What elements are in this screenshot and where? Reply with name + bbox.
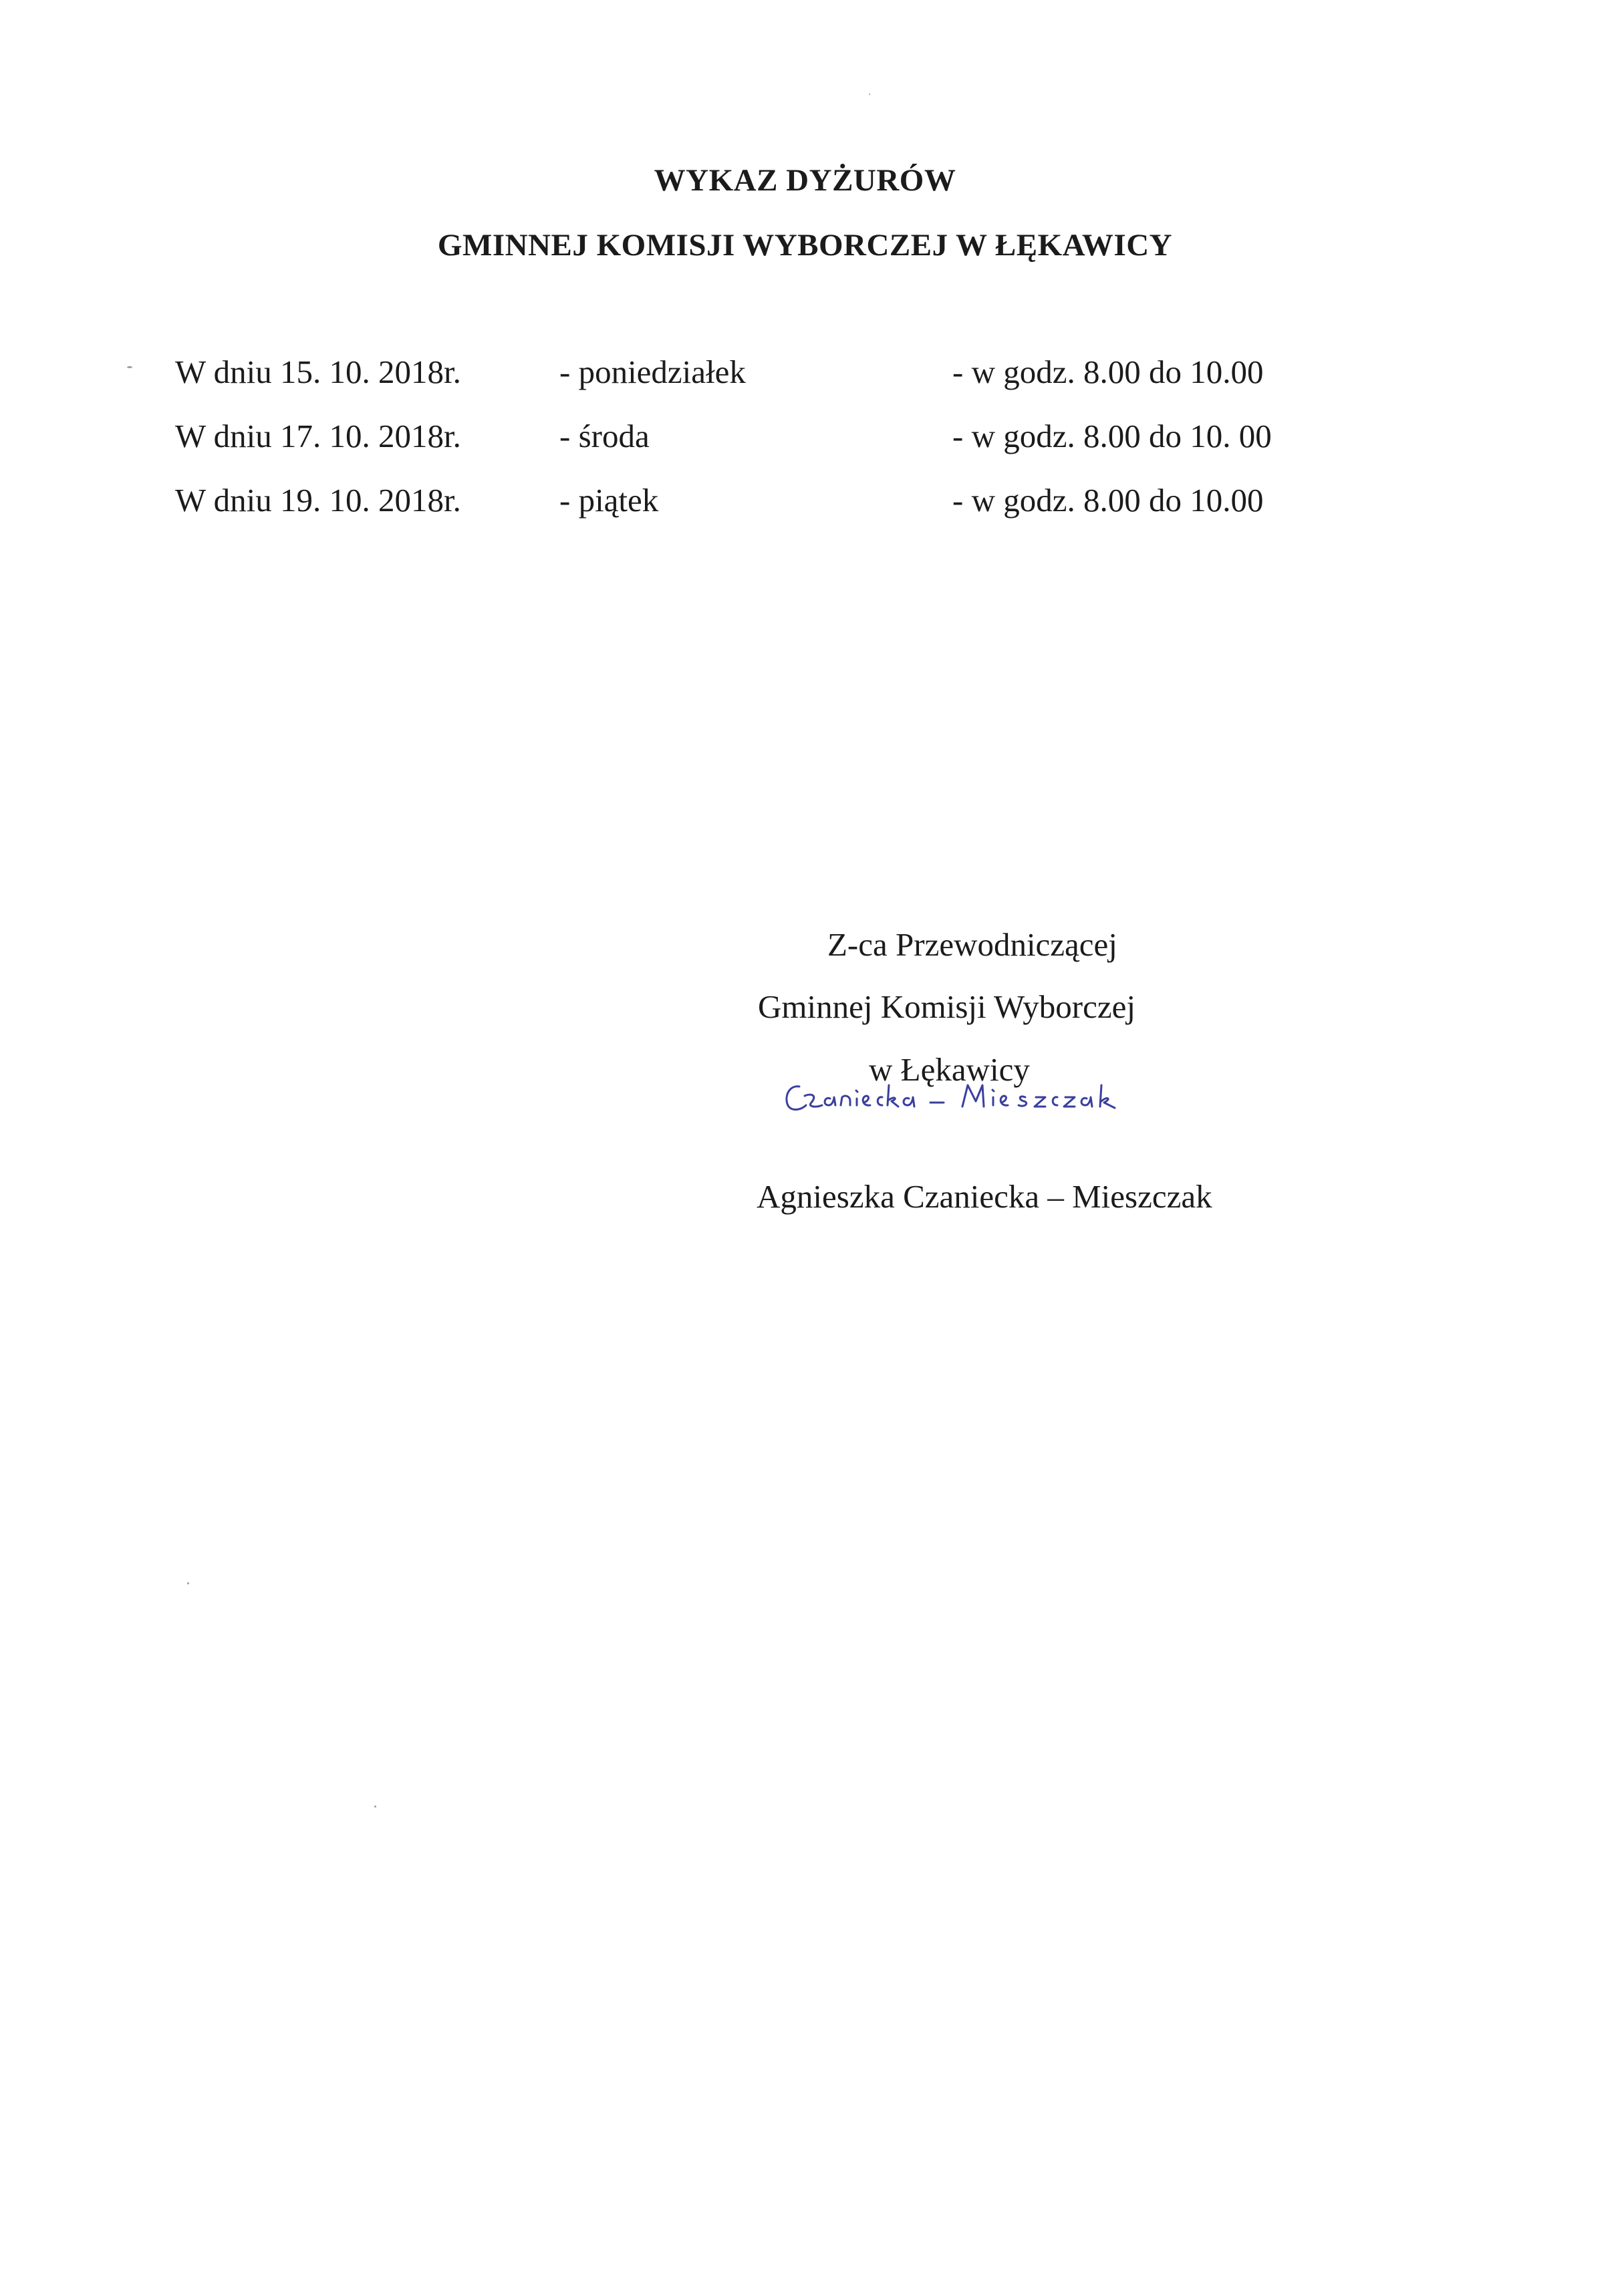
signatory-place: w Łękawicy <box>869 1051 1030 1088</box>
document-title: WYKAZ DYŻURÓW <box>654 163 956 198</box>
scan-speck <box>187 1582 189 1584</box>
scan-speck <box>374 1806 376 1808</box>
signatory-name: Agnieszka Czaniecka – Mieszczak <box>757 1178 1212 1215</box>
schedule-day: - piątek <box>559 482 659 519</box>
schedule-day: - poniedziałek <box>559 353 746 390</box>
schedule-time: - w godz. 8.00 do 10.00 <box>952 482 1264 519</box>
schedule-time: - w godz. 8.00 do 10. 00 <box>952 418 1272 454</box>
signatory-role: Z-ca Przewodniczącej <box>827 926 1117 963</box>
scan-speck <box>869 94 870 95</box>
scan-speck <box>127 366 132 368</box>
schedule-date: W dniu 15. 10. 2018r. <box>175 353 461 390</box>
schedule-time: - w godz. 8.00 do 10.00 <box>952 353 1264 390</box>
document-subtitle: GMINNEJ KOMISJI WYBORCZEJ W ŁĘKAWICY <box>437 228 1173 263</box>
schedule-date: W dniu 17. 10. 2018r. <box>175 418 461 454</box>
schedule-date: W dniu 19. 10. 2018r. <box>175 482 461 519</box>
handwritten-signature <box>781 1068 1128 1121</box>
signatory-organization: Gminnej Komisji Wyborczej <box>758 988 1135 1025</box>
schedule-day: - środa <box>559 418 650 454</box>
